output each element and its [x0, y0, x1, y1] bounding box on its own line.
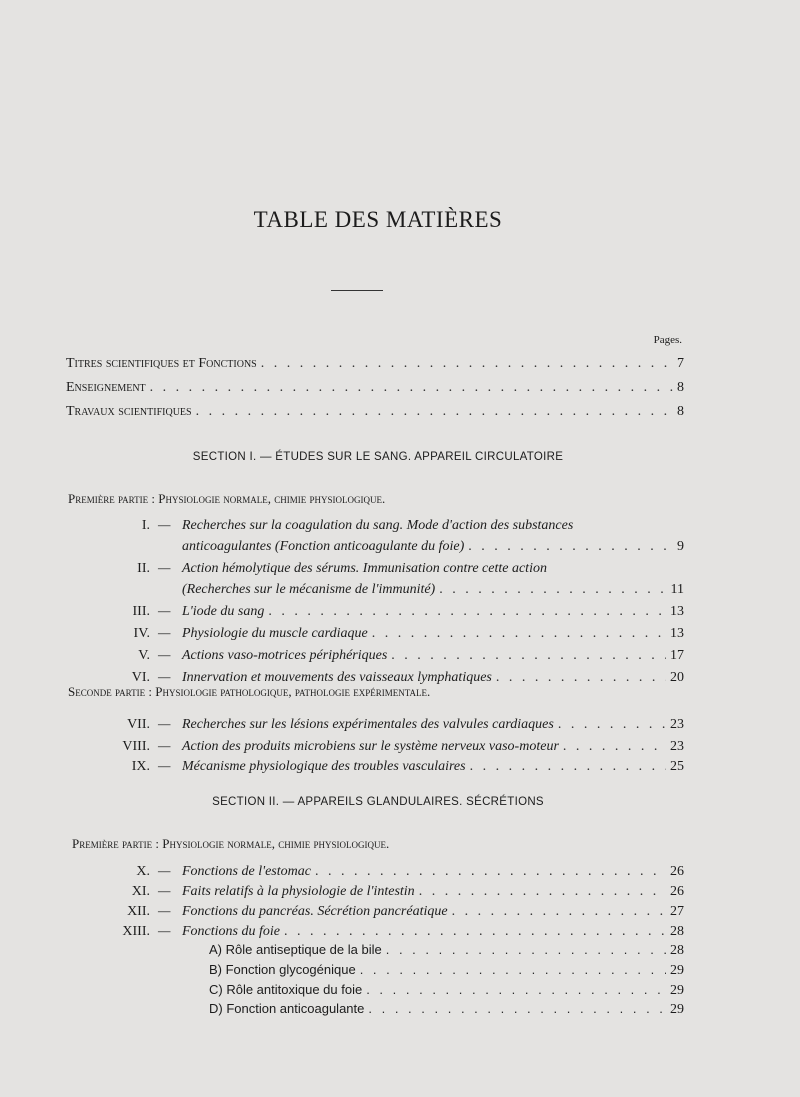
pages-column-label: Pages.: [653, 334, 682, 346]
section-heading: SECTION II. — APPAREILS GLANDULAIRES. SÉCRÉTIONS: [212, 796, 544, 808]
title-rule: [331, 290, 383, 291]
toc-entry: [182, 884, 684, 900]
entry-page: 29: [670, 983, 684, 998]
entry-page: 8: [677, 380, 684, 395]
entry-title: Action hémolytique des sérums. Immunisation contre cette action: [182, 561, 547, 576]
entry-dash: —: [158, 604, 171, 619]
entry-page: 7: [677, 356, 684, 371]
toc-subentry: [209, 962, 684, 979]
entry-dash: —: [158, 924, 171, 939]
entry-number: XI.: [131, 884, 150, 899]
toc-entry: [182, 582, 684, 598]
entry-number: II.: [137, 561, 150, 576]
entry-page: 23: [670, 717, 684, 732]
entry-page: 9: [677, 539, 684, 554]
part-heading: Seconde partie : Physiologie pathologique, pathologie expérimentale.: [68, 684, 431, 699]
entry-dash: —: [158, 561, 171, 576]
entry-label: D) Fonction anticoagulante: [209, 1001, 365, 1016]
entry-dash: —: [158, 648, 171, 663]
part-heading: Première partie : Physiologie normale, chimie physiologique.: [68, 491, 386, 506]
entry-page: 28: [670, 943, 684, 958]
entry-label: Fonctions de l'estomac: [182, 864, 311, 879]
toc-entry: [66, 356, 684, 372]
toc-entry: [182, 924, 684, 940]
entry-page: 23: [670, 739, 684, 754]
entry-number: III.: [132, 604, 150, 619]
entry-title: Recherches sur la coagulation du sang. Mode d'action des substances: [182, 518, 574, 533]
entry-label: L'iode du sang: [182, 604, 265, 619]
entry-dash: —: [158, 717, 171, 732]
entry-number: X.: [136, 864, 150, 879]
toc-entry: [182, 759, 684, 775]
entry-label: C) Rôle antitoxique du foie: [209, 982, 363, 997]
entry-label: Innervation et mouvements des vaisseaux lymphatiques: [182, 670, 492, 685]
toc-entry: [182, 539, 684, 555]
entry-label: Faits relatifs à la physiologie de l'intestin: [182, 884, 415, 899]
entry-dash: —: [158, 626, 171, 641]
section-heading: SECTION I. — ÉTUDES SUR LE SANG. APPAREIL CIRCULATOIRE: [192, 451, 564, 463]
entry-dash: —: [158, 864, 171, 879]
entry-page: 28: [670, 924, 684, 939]
entry-number: IV.: [133, 626, 150, 641]
entry-label: Recherches sur les lésions expérimentales des valvules cardiaques: [182, 717, 554, 732]
toc-entry: [66, 380, 684, 396]
entry-label: Fonctions du foie: [182, 924, 280, 939]
entry-number: VI.: [131, 670, 150, 685]
toc-entry: [182, 717, 684, 733]
entry-page: 26: [670, 864, 684, 879]
entry-number: V.: [138, 648, 150, 663]
entry-dash: —: [158, 670, 171, 685]
page-title: TABLE DES MATIÈRES: [253, 207, 503, 232]
entry-dash: —: [158, 739, 171, 754]
entry-page: 11: [670, 582, 684, 597]
entry-label: (Recherches sur le mécanisme de l'immunité): [182, 582, 436, 597]
entry-number: VIII.: [122, 739, 150, 754]
entry-dash: —: [158, 884, 171, 899]
entry-label: A) Rôle antiseptique de la bile: [209, 942, 382, 957]
toc-entry: [182, 648, 684, 664]
entry-page: 17: [670, 648, 684, 663]
toc-entry: [182, 626, 684, 642]
entry-dash: —: [158, 904, 171, 919]
toc-entry: [182, 904, 684, 920]
toc-entry: [182, 864, 684, 880]
entry-page: 13: [670, 604, 684, 619]
entry-page: 29: [670, 963, 684, 978]
entry-page: 29: [670, 1002, 684, 1017]
entry-page: 26: [670, 884, 684, 899]
entry-page: 25: [670, 759, 684, 774]
entry-label: Titres scientifiques et Fonctions: [66, 356, 257, 371]
entry-number: XIII.: [122, 924, 150, 939]
entry-label: Travaux scientifiques: [66, 404, 192, 419]
toc-subentry: [209, 942, 684, 959]
entry-number: IX.: [131, 759, 150, 774]
entry-page: 20: [670, 670, 684, 685]
toc-entry: [182, 604, 684, 620]
entry-number: I.: [141, 518, 150, 533]
entry-page: 13: [670, 626, 684, 641]
entry-dash: —: [158, 518, 171, 533]
part-heading: Première partie : Physiologie normale, chimie physiologique.: [72, 836, 390, 851]
entry-label: Actions vaso-motrices périphériques: [182, 648, 388, 663]
entry-label: anticoagulantes (Fonction anticoagulante du foie): [182, 539, 465, 554]
toc-subentry: [209, 1001, 684, 1018]
entry-dash: —: [158, 759, 171, 774]
entry-label: Physiologie du muscle cardiaque: [182, 626, 368, 641]
entry-number: VII.: [127, 717, 150, 732]
entry-page: 8: [677, 404, 684, 419]
toc-entry: [66, 404, 684, 420]
entry-page: 27: [670, 904, 684, 919]
entry-label: Action des produits microbiens sur le système nerveux vaso-moteur: [182, 739, 559, 754]
entry-label: Mécanisme physiologique des troubles vasculaires: [182, 759, 466, 774]
toc-subentry: [209, 982, 684, 999]
entry-number: XII.: [127, 904, 150, 919]
entry-label: Fonctions du pancréas. Sécrétion pancréatique: [182, 904, 448, 919]
entry-label: Enseignement: [66, 380, 146, 395]
toc-entry: [182, 739, 684, 755]
entry-label: B) Fonction glycogénique: [209, 962, 356, 977]
